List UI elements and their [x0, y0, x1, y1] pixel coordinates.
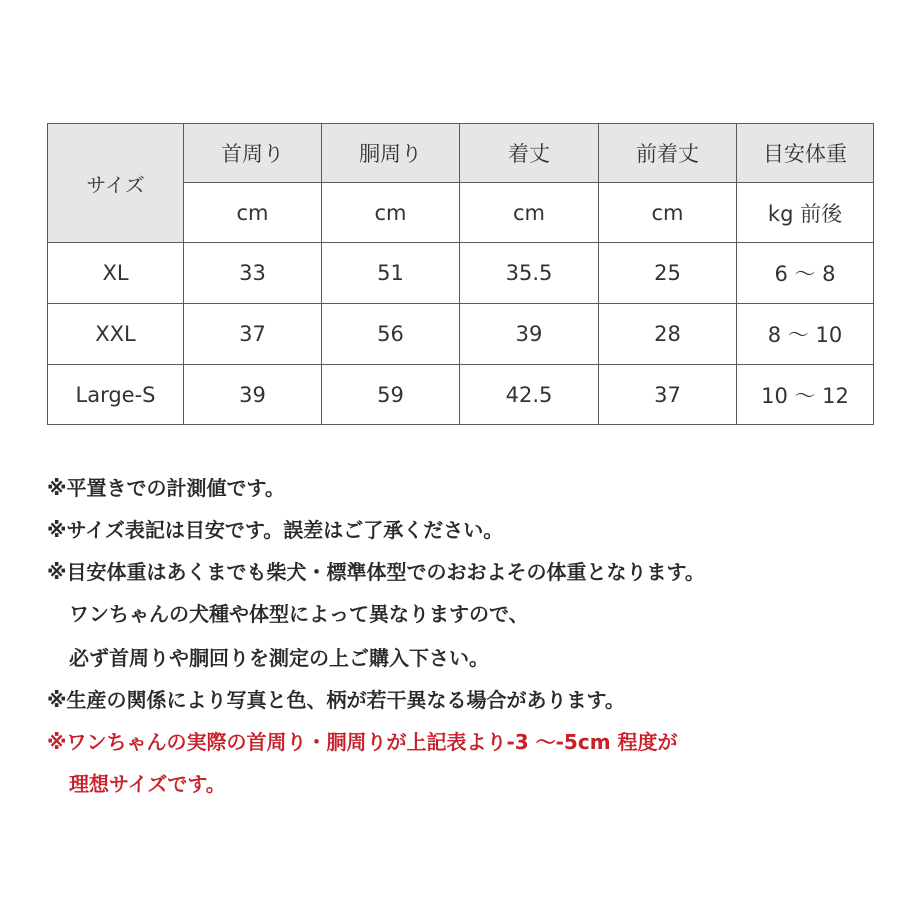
front-length-value: 37 — [599, 365, 737, 425]
length-unit: cm — [460, 183, 599, 243]
length-value: 39 — [460, 304, 599, 365]
table-row — [48, 304, 874, 365]
note-ideal-size-warning-cont: 理想サイズです。 — [69, 772, 226, 796]
table-row — [48, 365, 874, 425]
chest-unit: cm — [322, 183, 460, 243]
table-row — [48, 243, 874, 304]
chest-value: 56 — [322, 304, 460, 365]
weight-column-header: 目安体重 — [737, 124, 874, 183]
chest-value: 51 — [322, 243, 460, 304]
front-length-value: 25 — [599, 243, 737, 304]
length-value: 35.5 — [460, 243, 599, 304]
length-value: 42.5 — [460, 365, 599, 425]
note-weight-guide: ※目安体重はあくまでも柴犬・標準体型でのおおよその体重となります。 — [47, 560, 705, 584]
weight-value: 8 〜 10 — [737, 304, 874, 365]
size-chart-table — [47, 123, 874, 425]
size-label: Large-S — [48, 365, 184, 425]
neck-value: 33 — [184, 243, 322, 304]
weight-value: 10 〜 12 — [737, 365, 874, 425]
neck-value: 39 — [184, 365, 322, 425]
size-column-header: サイズ — [48, 124, 184, 243]
note-color-variance: ※生産の関係により写真と色、柄が若干異なる場合があります。 — [47, 688, 625, 712]
header-row — [48, 124, 874, 183]
note-size-guide: ※サイズ表記は目安です。誤差はご了承ください。 — [47, 518, 504, 542]
front-length-column-header: 前着丈 — [599, 124, 737, 183]
weight-value: 6 〜 8 — [737, 243, 874, 304]
length-column-header: 着丈 — [460, 124, 599, 183]
front-length-value: 28 — [599, 304, 737, 365]
note-ideal-size-warning: ※ワンちゃんの実際の首周り・胴周りが上記表より-3 〜-5cm 程度が — [47, 730, 678, 754]
size-label: XL — [48, 243, 184, 304]
note-flat-measurement: ※平置きでの計測値です。 — [47, 476, 285, 500]
chest-value: 59 — [322, 365, 460, 425]
size-label: XXL — [48, 304, 184, 365]
neck-value: 37 — [184, 304, 322, 365]
note-weight-guide-cont-1: ワンちゃんの犬種や体型によって異なりますので、 — [69, 602, 529, 626]
chest-column-header: 胴周り — [322, 124, 460, 183]
neck-unit: cm — [184, 183, 322, 243]
front-length-unit: cm — [599, 183, 737, 243]
weight-unit: kg 前後 — [737, 183, 874, 243]
neck-column-header: 首周り — [184, 124, 322, 183]
note-weight-guide-cont-2: 必ず首周りや胴回りを測定の上ご購入下さい。 — [69, 646, 489, 670]
